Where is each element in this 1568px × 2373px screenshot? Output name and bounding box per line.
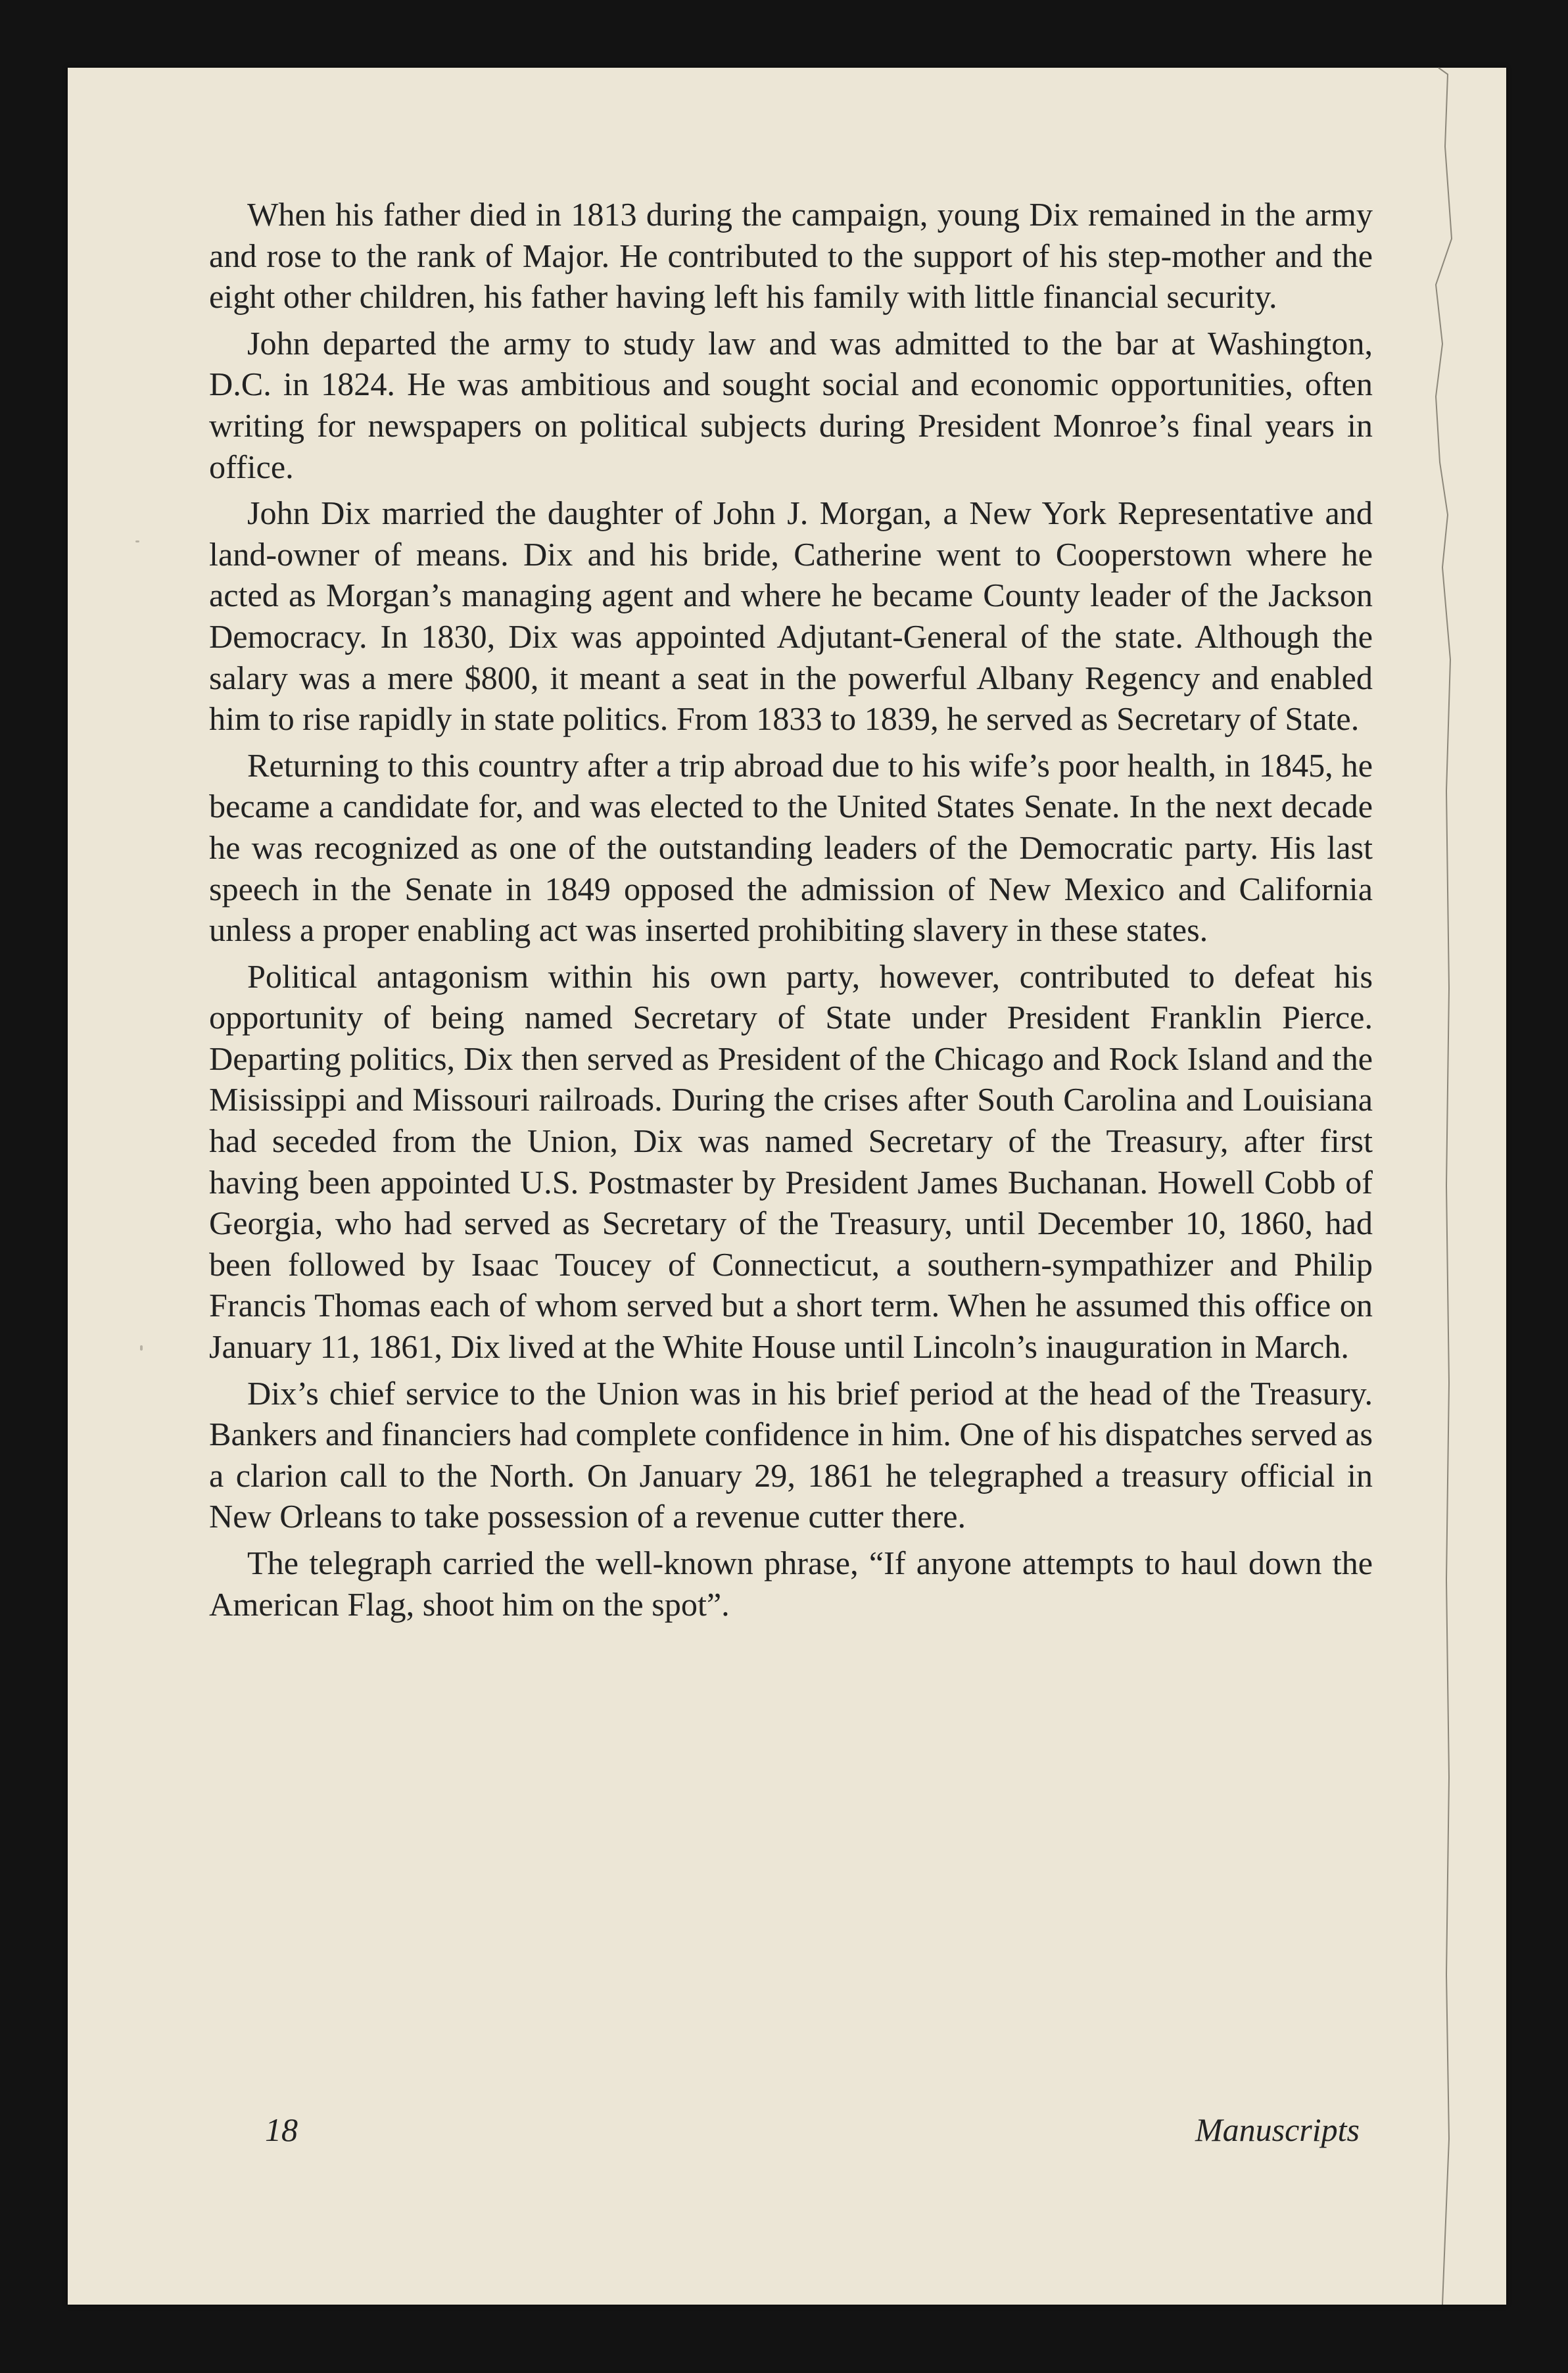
paragraph: John departed the army to study law and was admitted to the bar at Washington, D.C. in 1824. He was ambitious and sought social and economic opportunities, often writing for newspapers on political subjects during President Monroe’s final years in office. bbox=[209, 324, 1373, 485]
page-footer bbox=[265, 2111, 1360, 2157]
article-body bbox=[209, 194, 1373, 1630]
paragraph: Political antagonism within his own party, however, contributed to defeat his opportunity of being named Secretary of State under President Franklin Pierce. Departing politics, Dix then served as President of the Chicago and Rock Island and the Misissippi and Missouri railroads. During the crises after South Carolina and Louisiana had seceded from the Union, Dix was named Secretary of the Treasury, after first having been appointed U.S. Postmaster by President James Buchanan. Howell Cobb of Georgia, who had served as Secretary of the Treasury, until December 10, 1860, had been followed by Isaac Toucey of Connecticut, a southern-sympathizer and Philip Francis Thomas each of whom served but a short term. When he assumed this office on January 11, 1861, Dix lived at the White House until Lincoln’s inauguration in March. bbox=[209, 957, 1373, 1366]
torn-paper-edge bbox=[1433, 68, 1512, 2305]
paragraph: The telegraph carried the well-known phrase, “If anyone attempts to haul down the American Flag, shoot him on the spot”. bbox=[209, 1545, 1373, 1623]
paragraph: Dix’s chief service to the Union was in his brief period at the head of the Treasury. Bankers and financiers had complete confidence in him. One of his dispatches served as a clarion call to the North. On January 29, 1861 he telegraphed a treasury official in New Orleans to take possession of a revenue cutter there. bbox=[209, 1374, 1373, 1535]
paragraph: Returning to this country after a trip abroad due to his wife’s poor health, in 1845, he became a candidate for, and was elected to the United States Senate. In the next decade he was recognized as one of the outstanding leaders of the Democratic party. His last speech in the Senate in 1849 opposed the admission of New Mexico and California unless a proper enabling act was inserted prohibiting slavery in these states. bbox=[209, 746, 1373, 949]
paper-speck bbox=[140, 1345, 143, 1351]
paper-speck bbox=[135, 540, 139, 542]
paragraph: When his father died in 1813 during the campaign, young Dix remained in the army and rose to the rank of Major. He contributed to the support of his step-mother and the eight other children, his father having left his family with little financial security. bbox=[209, 196, 1373, 316]
journal-title: Manuscripts bbox=[1195, 2111, 1360, 2148]
paragraph: John Dix married the daughter of John J. Morgan, a New York Representative and land-owner of means. Dix and his bride, Catherine went to Cooperstown where he acted as Morgan’s managing agent and where he became County leader of the Jackson Democracy. In 1830, Dix was appointed Adjutant-General of the state. Although the salary was a mere $800, it meant a seat in the powerful Albany Regency and enabled him to rise rapidly in state politics. From 1833 to 1839, he served as Secretary of State. bbox=[209, 494, 1373, 738]
page-number: 18 bbox=[265, 2111, 298, 2148]
